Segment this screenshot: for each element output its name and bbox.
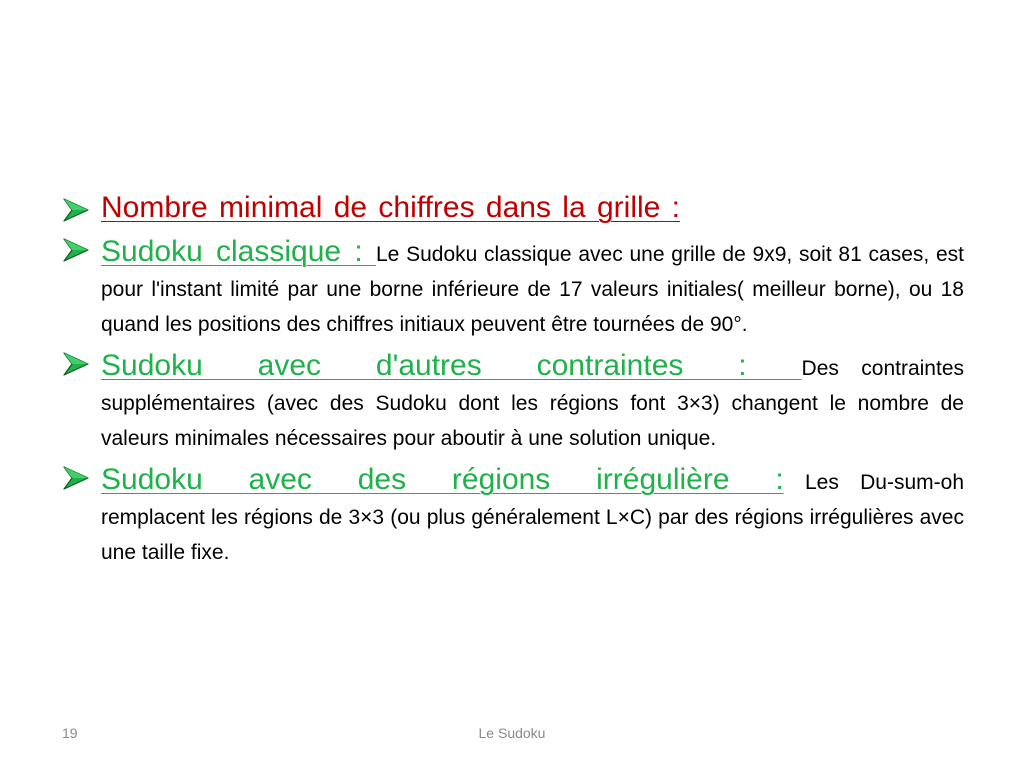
bullet-body: Les Du-sum-oh remplacent les régions de 3×3 (ou plus généralement L×C) par des régions irrégulières avec une taille fixe.: [101, 471, 964, 564]
arrow-bullet-icon: [62, 351, 90, 377]
slide-number: 19: [62, 725, 78, 741]
arrow-bullet-icon: [62, 237, 90, 263]
bullet-heading: Nombre minimal de chiffres dans la grille :: [101, 191, 681, 224]
arrow-bullet-icon: [62, 197, 90, 223]
bullet-item-classic-sudoku: [62, 232, 964, 342]
bullet-heading: Sudoku avec d'autres contraintes :: [101, 349, 802, 382]
bullet-item-irregular-regions: [62, 460, 964, 570]
bullet-item-other-constraints: [62, 346, 964, 456]
arrow-bullet-icon: [62, 465, 90, 491]
bullet-body: Des contraintes supplémentaires (avec des Sudoku dont les régions font 3×3) changent le nombre de valeurs minimales nécessaires pour aboutir à une solution unique.: [101, 357, 965, 450]
bullet-body: Le Sudoku classique avec une grille de 9x9, soit 81 cases, est pour l'instant limité par une borne inférieure de 17 valeurs initiales( meilleur borne), ou 18 quand les positions des chiffres initiaux peuvent être tournées de 90°.: [101, 243, 965, 336]
bullet-list: [62, 188, 964, 574]
bullet-heading: Sudoku classique :: [101, 235, 376, 268]
footer-title: Le Sudoku: [478, 725, 546, 741]
bullet-heading: Sudoku avec des régions irrégulière :: [101, 463, 784, 496]
bullet-item-minimal-clues: [62, 188, 964, 228]
